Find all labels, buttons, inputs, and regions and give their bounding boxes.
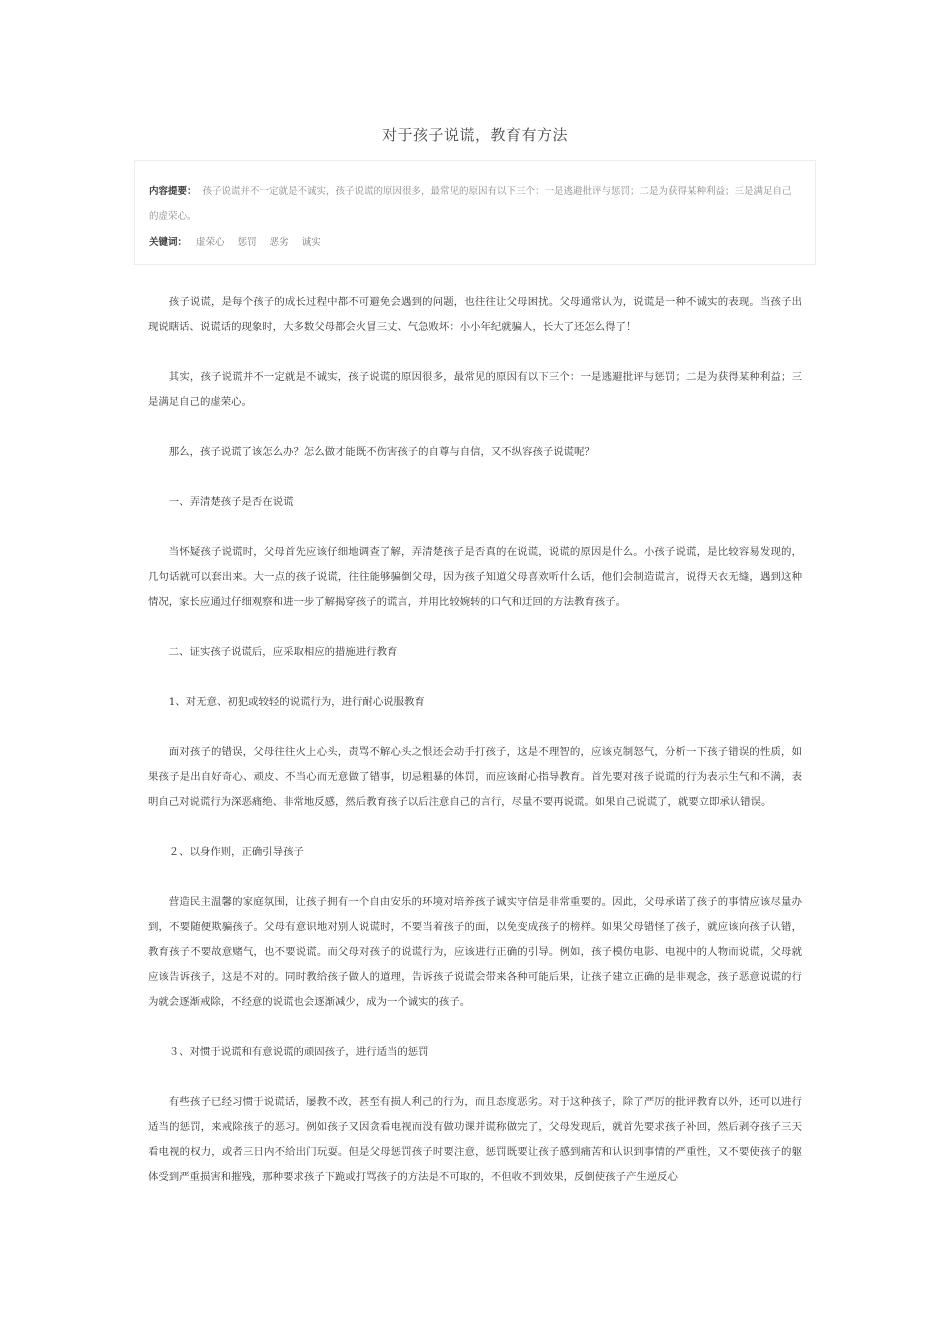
keywords-row [149,233,801,253]
abstract-row [149,179,801,229]
article-title: 对于孩子说谎，教育有方法 [381,126,568,144]
keyword-item: 恶劣 [269,237,289,248]
subsection-heading: ２、以身作则，正确引导孩子 [168,846,304,858]
subsection-heading: 1、对无意、初犯或较轻的说谎行为，进行耐心说服教育 [168,696,425,708]
paragraph: 当怀疑孩子说谎时，父母首先应该仔细地调查了解，弄清楚孩子是否真的在说谎，说谎的原因是什么。小孩子说谎，是比较容易发现的，几句话就可以套出来。大一点的孩子说谎，往往能够骗倒父母，因为孩子知道父母喜欢听什么话，他们会制造谎言，说得天衣无缝，遇到这种情况，家长应通过仔细观察和进一步了解揭穿孩子的谎言，并用比较婉转的口气和迂回的方法教育孩子。 [148,546,802,608]
abstract-box [134,160,816,265]
abstract-text: 孩子说谎并不一定就是不诚实，孩子说谎的原因很多，最常见的原因有以下三个：一是逃避批评与惩罚；二是为获得某种利益；三是满足自己的虚荣心。 [149,186,792,222]
abstract-label: 内容提要： [149,186,197,197]
section-heading: 二、证实孩子说谎后，应采取相应的措施进行教育 [168,646,398,658]
paragraph: 营造民主温馨的家庭氛围，让孩子拥有一个自由安乐的环境对培养孩子诚实守信是非常重要的。因此，父母承诺了孩子的事情应该尽量办到，不要随便欺骗孩子。父母有意识地对别人说谎时，不要当着孩子的面，以免变成孩子的榜样。如果父母错怪了孩子，就应该向孩子认错，教育孩子不要故意赌气，也不要说谎。而父母对孩子的说谎行为，应该进行正确的引导。例如，孩子模仿电影、电视中的人物而说谎，父母就应该告诉孩子，这是不对的。同时教给孩子做人的道理，告诉孩子说谎会带来各种可能后果，让孩子建立正确的是非观念，孩子恶意说谎的行为就会逐渐戒除，不经意的说谎也会逐渐减少，成为一个诚实的孩子。 [148,896,802,1008]
keyword-item: 惩罚 [237,237,257,248]
subsection-heading: ３、对惯于说谎和有意说谎的顽固孩子，进行适当的惩罚 [168,1046,429,1058]
paragraph: 其实，孩子说谎并不一定就是不诚实，孩子说谎的原因很多，最常见的原因有以下三个：一是逃避批评与惩罚；二是为获得某种利益；三是满足自己的虚荣心。 [148,371,802,408]
paragraph: 面对孩子的错误，父母往往火上心头，责骂不解心头之恨还会动手打孩子，这是不理智的，应该克制怒气，分析一下孩子错误的性质，如果孩子是出自好奇心、顽皮、不当心而无意做了错事，切忌粗暴的体罚，而应该耐心指导教育。首先要对孩子说谎的行为表示生气和不满，表明自己对说谎行为深恶痛绝、非常地反感，然后教育孩子以后注意自己的言行，尽量不要再说谎。如果自己说谎了，就要立即承认错误。 [148,746,802,808]
keyword-item: 诚实 [301,237,321,248]
paragraph: 有些孩子已经习惯于说谎话，屡教不改，甚至有损人利己的行为，而且态度恶劣。对于这种孩子，除了严厉的批评教育以外，还可以进行适当的惩罚，来戒除孩子的恶习。例如孩子又因贪看电视而没有做功课并谎称做完了，父母发现后，就首先要求孩子补回，然后剥夺孩子三天看电视的权力，或者三日内不给出门玩耍。但是父母惩罚孩子时要注意，惩罚既要让孩子感到痛苦和认识到事情的严重性，又不要使孩子的躯体受到严重损害和摧残，那种要求孩子下跪或打骂孩子的方法是不可取的，不但收不到效果，反倒使孩子产生逆反心 [148,1096,802,1183]
keyword-item: 虚荣心 [196,237,225,248]
section-heading: 一、弄清楚孩子是否在说谎 [168,496,294,508]
article-body [148,290,802,1215]
paragraph: 孩子说谎，是每个孩子的成长过程中都不可避免会遇到的问题，也往往让父母困扰。父母通常认为，说谎是一种不诚实的表现。当孩子出现说瞎话、说谎话的现象时，大多数父母都会火冒三丈、气急败坏：小小年纪就骗人，长大了还怎么得了！ [148,296,802,333]
keywords-label: 关键词： [149,237,188,248]
paragraph: 那么，孩子说谎了该怎么办？怎么做才能既不伤害孩子的自尊与自信，又不纵容孩子说谎呢？ [168,446,595,458]
